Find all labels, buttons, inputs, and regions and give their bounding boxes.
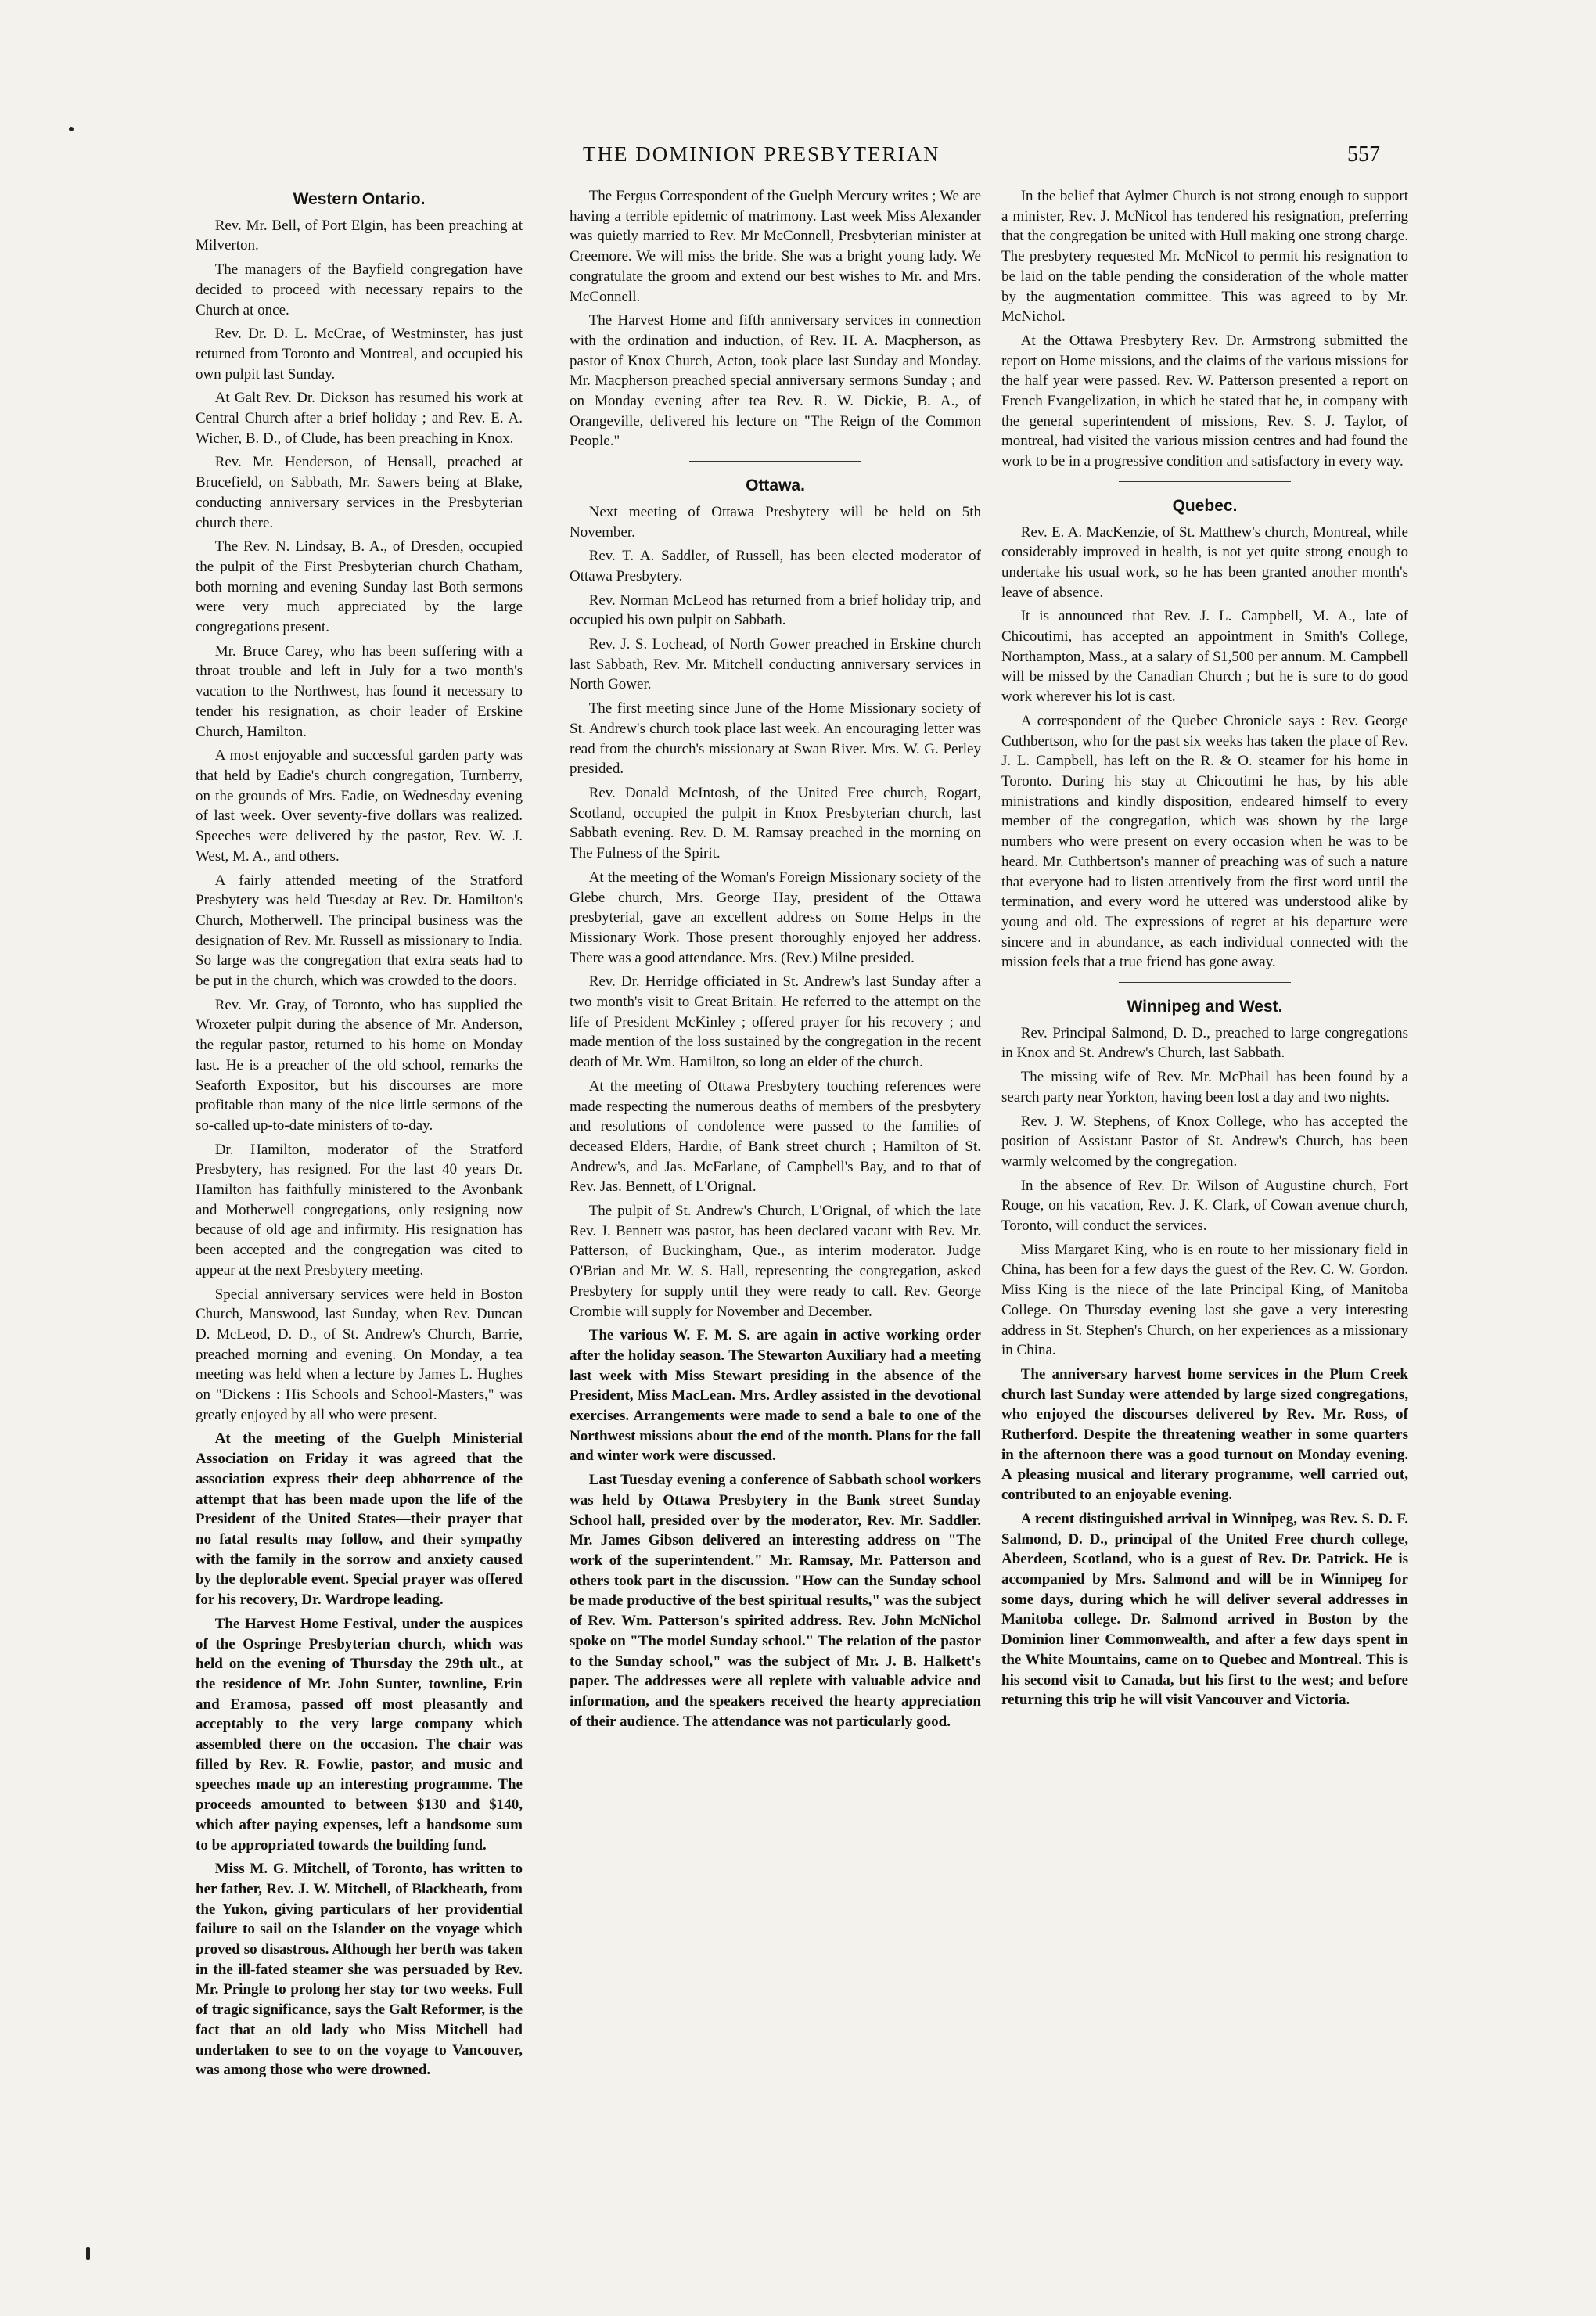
news-paragraph: The missing wife of Rev. Mr. McPhail has been found by a search party near Yorkton, having been lost a day and two nights.	[1001, 1069, 1408, 1106]
news-paragraph: In the belief that Aylmer Church is not strong enough to support a minister, Rev. J. McNicol has tendered his resignation, preferring that the congregation be united with Hull making one strong charge. The presbytery requested Mr. McNicol to permit his resignation to be laid on the table pending the consideration of the whole matter by the augmentation committee. This was agreed to by Mr. McNichol.	[1001, 188, 1408, 325]
news-paragraph: Rev. Norman McLeod has returned from a brief holiday trip, and occupied his own pulpit on Sabbath.	[570, 592, 981, 629]
news-paragraph: A fairly attended meeting of the Stratford Presbytery was held Tuesday at Rev. Dr. Hamilton's Church, Motherwell. The principal business was the designation of Rev. Mr. Russell as missionary to India. So large was the congregation that extra seats had to be put in the church, which was crowded to the doors.	[196, 872, 523, 990]
news-paragraph: Rev. Donald McIntosh, of the United Free church, Rogart, Scotland, occupied the pulpit in Knox Presbyterian church, last Sabbath evening. Rev. D. M. Ramsay preached in the morning on The Fulness of the Spirit.	[570, 784, 981, 862]
news-paragraph: At the Ottawa Presbytery Rev. Dr. Armstrong submitted the report on Home missions, and the claims of the various missions for the half year were passed. Rev. W. Patterson presented a report on French Evangelization, in which he stated that he, in company with the general superintendent of missions, Rev. S. J. Taylor, of montreal, had visited the various mission centres and had found the work to be in a progressive condition and satisfactory in every way.	[1001, 332, 1408, 470]
news-paragraph: Special anniversary services were held in Boston Church, Manswood, last Sunday, when Rev. Duncan D. McLeod, D. D., of St. Andrew's Church, Barrie, preached morning and evening. On Monday, a tea meeting was held when a lecture by James L. Hughes on "Dickens : His Schools and School-Masters," was greatly enjoyed by all who were present.	[196, 1286, 523, 1423]
page-header	[0, 142, 1596, 174]
column-3	[1001, 186, 1408, 2150]
news-paragraph: Rev. T. A. Saddler, of Russell, has been elected moderator of Ottawa Presbytery.	[570, 548, 981, 584]
news-paragraph: The Harvest Home Festival, under the auspices of the Ospringe Presbyterian church, which was held on the evening of Thursday the 29th ult., at the residence of Mr. John Sunter, townline, Erin and Eramosa, passed off most pleasantly and acceptably to the very large company which assembled there on the occasion. The chair was filled by Rev. R. Fowlie, pastor, and music and speeches made up an interesting programme. The proceeds amounted to between $130 and $140, which after paying expenses, left a handsome sum to be appropriated towards the building fund.	[196, 1615, 523, 1854]
news-paragraph: Rev. Mr. Gray, of Toronto, who has supplied the Wroxeter pulpit during the absence of Mr. Anderson, the regular pastor, returned to his home on Monday last. He is a preacher of the old school, remarks the Seaforth Expositor, but his discourses are more profitable than many of the nice little sermons of the so-called up-to-date ministers of to-day.	[196, 996, 523, 1134]
section-heading: Ottawa.	[746, 477, 805, 495]
news-paragraph: The Fergus Correspondent of the Guelph Mercury writes ; We are having a terrible epidemic of matrimony. Last week Miss Alexander was quietly married to Rev. Mr McConnell, Presbyterian minister at Creemore. We will miss the bride. She was a bright young lady. We congratulate the groom and extend our best wishes to Mr. and Mrs. McConnell.	[570, 188, 981, 305]
section-divider	[1119, 982, 1291, 983]
section-heading: Western Ontario.	[293, 190, 426, 208]
page-number: 557	[1347, 142, 1380, 167]
news-paragraph: Dr. Hamilton, moderator of the Stratford Presbytery, has resigned. For the last 40 years Dr. Hamilton has faithfully ministered to the Avonbank and Motherwell congregations, only resigning now because of old age and infirmity. His resignation has been accepted and the congregation was cited to appear at the next Presbytery meeting.	[196, 1141, 523, 1278]
news-paragraph: The managers of the Bayfield congregation have decided to proceed with necessary repairs to the Church at once.	[196, 261, 523, 318]
section-heading: Winnipeg and West.	[1127, 998, 1283, 1016]
news-paragraph: Rev. Principal Salmond, D. D., preached to large congregations in Knox and St. Andrew's Church, last Sabbath.	[1001, 1024, 1408, 1062]
news-paragraph: Rev. Dr. D. L. McCrae, of Westminster, has just returned from Toronto and Montreal, and occupied his own pulpit last Sunday.	[196, 325, 523, 383]
section-heading: Quebec.	[1172, 496, 1238, 515]
news-paragraph: Rev. Mr. Henderson, of Hensall, preached at Brucefield, on Sabbath, Mr. Sawers being at Blake, conducting anniversary services in the Presbyterian church there.	[196, 454, 523, 531]
news-paragraph: At the meeting of the Guelph Ministerial Association on Friday it was agreed that the association express their deep abhorrence of the attempt that has been made upon the life of the President of the United States—their prayer that no fatal results may follow, and their sympathy with the family in the sorrow and anxiety caused by the deplorable event. Special prayer was offered for his recovery, Dr. Wardrope leading.	[196, 1430, 523, 1609]
news-paragraph: The various W. F. M. S. are again in active working order after the holiday season. The Stewarton Auxiliary had a meeting last week with Miss Stewart presiding in the absence of the President, Miss MacLean. Mrs. Ardley assisted in the devotional exercises. Arrangements were made to send a bale to one of the Northwest missions about the end of the month. Plans for the fall and winter work were discussed.	[570, 1327, 981, 1465]
masthead-title: THE DOMINION PRESBYTERIAN	[583, 142, 940, 166]
column-2	[570, 186, 981, 2150]
news-paragraph: In the absence of Rev. Dr. Wilson of Augustine church, Fort Rouge, on his vacation, Rev. J. K. Clark, of Cowan avenue church, Toronto, will conduct the services.	[1001, 1177, 1408, 1235]
section-divider	[689, 461, 861, 462]
section-divider	[1119, 481, 1291, 482]
news-paragraph: Miss Margaret King, who is en route to her missionary field in China, has been for a few days the guest of the Rev. C. W. Gordon. Miss King is the niece of the late Principal King, of Manitoba College. On Thursday evening last she gave a very interesting address in St. Stephen's Church, on her experiences as a missionary in China.	[1001, 1241, 1408, 1359]
news-paragraph: The Rev. N. Lindsay, B. A., of Dresden, occupied the pulpit of the First Presbyterian church Chatham, both morning and evening Sunday last Both sermons were very much appreciated by the large congregations present.	[196, 538, 523, 636]
print-speck	[69, 127, 74, 131]
news-paragraph: The first meeting since June of the Home Missionary society of St. Andrew's church took place last week. An encouraging letter was read from the church's missionary at Swan River. Mrs. W. G. Perley presided.	[570, 700, 981, 778]
column-1	[196, 186, 523, 2150]
news-paragraph: Last Tuesday evening a conference of Sabbath school workers was held by Ottawa Presbytery in the Bank street Sunday School hall, presided over by the moderator, Rev. Mr. Saddler. Mr. James Gibson delivered an interesting address on "The work of the superintendent." Mr. Ramsay, Mr. Patterson and others took part in the discussion. "How can the Sunday school be made productive of the best spiritual results," was the subject of Rev. Wm. Patterson's spirited address. Rev. John McNichol spoke on "The model Sunday school." The relation of the pastor to the Sunday school," was the subject of Mr. J. B. Halkett's paper. The addresses were all replete with valuable advice and information, and the speakers received the hearty appreciation of their audience. The attendance was not particularly good.	[570, 1472, 981, 1730]
news-paragraph: Miss M. G. Mitchell, of Toronto, has written to her father, Rev. J. W. Mitchell, of Blackheath, from the Yukon, giving particulars of her providential failure to sail on the Islander on the voyage which proved so disastrous. Although her berth was taken in the ill-fated steamer she was persuaded by Rev. Mr. Pringle to prolong her stay tor two weeks. Full of tragic significance, says the Galt Reformer, is the fact that an old lady who Miss Mitchell had undertaken to see to on the voyage to Vancouver, was among those who were drowned.	[196, 1861, 523, 2079]
news-paragraph: At Galt Rev. Dr. Dickson has resumed his work at Central Church after a brief holiday ; and Rev. E. A. Wicher, B. D., of Clude, has been preaching in Knox.	[196, 390, 523, 447]
print-speck	[86, 2247, 90, 2260]
news-paragraph: A recent distinguished arrival in Winnipeg, was Rev. S. D. F. Salmond, D. D., principal of the United Free church college, Aberdeen, Scotland, who is a guest of Rev. Dr. Patrick. He is accompanied by Mrs. Salmond and will be in Winnipeg for some days, during which he will deliver several addresses in Manitoba college. Dr. Salmond arrived in Boston by the Dominion liner Commonwealth, and after a few days spent in the White Mountains, came on to Quebec and Montreal. This is his second visit to Canada, but his first to the west; and before returning this trip he will visit Vancouver and Victoria.	[1001, 1510, 1408, 1709]
news-paragraph: A most enjoyable and successful garden party was that held by Eadie's church congregation, Turnberry, on the grounds of Mrs. Eadie, on Wednesday evening of last week. Over seventy-five dollars was realized. Speeches were delivered by the pastor, Rev. W. J. West, M. A., and others.	[196, 747, 523, 865]
news-paragraph: At the meeting of the Woman's Foreign Missionary society of the Glebe church, Mrs. George Hay, president of the Ottawa presbyterial, gave an excellent address on Some Helps in the Missionary Work. Those present thoroughly enjoyed her address. There was a good attendance. Mrs. (Rev.) Milne presided.	[570, 868, 981, 966]
news-paragraph: Mr. Bruce Carey, who has been suffering with a throat trouble and left in July for a two month's vacation to the Northwest, has found it necessary to tender his resignation, as choir leader of Erskine Church, Hamilton.	[196, 642, 523, 740]
news-paragraph: The Harvest Home and fifth anniversary services in connection with the ordination and induction, of Rev. H. A. Macpherson, as pastor of Knox Church, Acton, took place last Sunday and Monday. Mr. Macpherson preached special anniversary sermons Sunday ; and on Monday evening after tea Rev. R. W. Dickie, B. A., of Orangeville, delivered his lecture on "The Reign of the Common People."	[570, 312, 981, 450]
news-paragraph: The pulpit of St. Andrew's Church, L'Orignal, of which the late Rev. J. Bennett was pastor, has been declared vacant with Rev. Mr. Patterson, of Buckingham, Que., as interim moderator. Judge O'Brian and Mr. W. S. Hall, representing the congregation, asked Presbytery for supply until they were ready to call. Rev. George Crombie will supply for November and December.	[570, 1203, 981, 1320]
news-paragraph: The anniversary harvest home services in the Plum Creek church last Sunday were attended by large sized congregations, who enjoyed the discourses delivered by Rev. Mr. Ross, of Rutherford. Despite the threatening weather in some quarters in the afternoon there was a good turnout on Monday evening. A pleasing musical and literary programme, well carried out, contributed to an enjoyable evening.	[1001, 1365, 1408, 1504]
news-paragraph: Next meeting of Ottawa Presbytery will be held on 5th November.	[570, 503, 981, 541]
news-paragraph: Rev. E. A. MacKenzie, of St. Matthew's church, Montreal, while considerably improved in health, is not yet quite strong enough to undertake his usual work, so he has been granted another month's leave of absence.	[1001, 523, 1408, 601]
news-paragraph: A correspondent of the Quebec Chronicle says : Rev. George Cuthbertson, who for the past six weeks has taken the place of Rev. J. L. Campbell, has left on the R. & O. steamer for his home in Toronto. During his stay at Chicoutimi he has, by his able ministrations and kindly disposition, endeared himself to every member of the congregation, which was shown by the large numbers who were present on every occasion when he was to be heard. Mr. Cuthbertson's manner of preaching was of such a nature that everyone had to listen attentively from the first word until the termination, and every word he uttered was understood alike by young and old. The expressions of regret at his departure were sincere and in abundance, as each individual connected with the mission feels that a true friend has gone away.	[1001, 712, 1408, 971]
news-paragraph: It is announced that Rev. J. L. Campbell, M. A., late of Chicoutimi, has accepted an appointment in Smith's College, Northampton, Mass., at a salary of $1,500 per annum. M. Campbell will be missed by the Canadian Church ; but he is sure to do good work wherever his lot is cast.	[1001, 608, 1408, 706]
news-paragraph: Rev. Dr. Herridge officiated in St. Andrew's last Sunday after a two month's visit to Great Britain. He referred to the attempt on the life of President McKinley ; offered prayer for his recovery ; and made mention of the loss sustained by the congregation in the recent death of Mr. Wm. Hamilton, so long an elder of the church.	[570, 973, 981, 1071]
news-paragraph: Rev. J. W. Stephens, of Knox College, who has accepted the position of Assistant Pastor of St. Andrew's Church, has been warmly welcomed by the congregation.	[1001, 1113, 1408, 1170]
news-paragraph: Rev. Mr. Bell, of Port Elgin, has been preaching at Milverton.	[196, 217, 523, 254]
news-paragraph: Rev. J. S. Lochead, of North Gower preached in Erskine church last Sabbath, Rev. Mr. Mitchell conducting anniversary services in North Gower.	[570, 636, 981, 693]
news-paragraph: At the meeting of Ottawa Presbytery touching references were made respecting the numerous deaths of members of the presbytery and resolutions of condolence were passed to the families of deceased Elders, Hardie, of Bank street church ; Hamilton of St. Andrew's, and Jas. McFarlane, of Campbell's Bay, and to that of Rev. Jas. Bennett, of L'Orignal.	[570, 1077, 981, 1196]
